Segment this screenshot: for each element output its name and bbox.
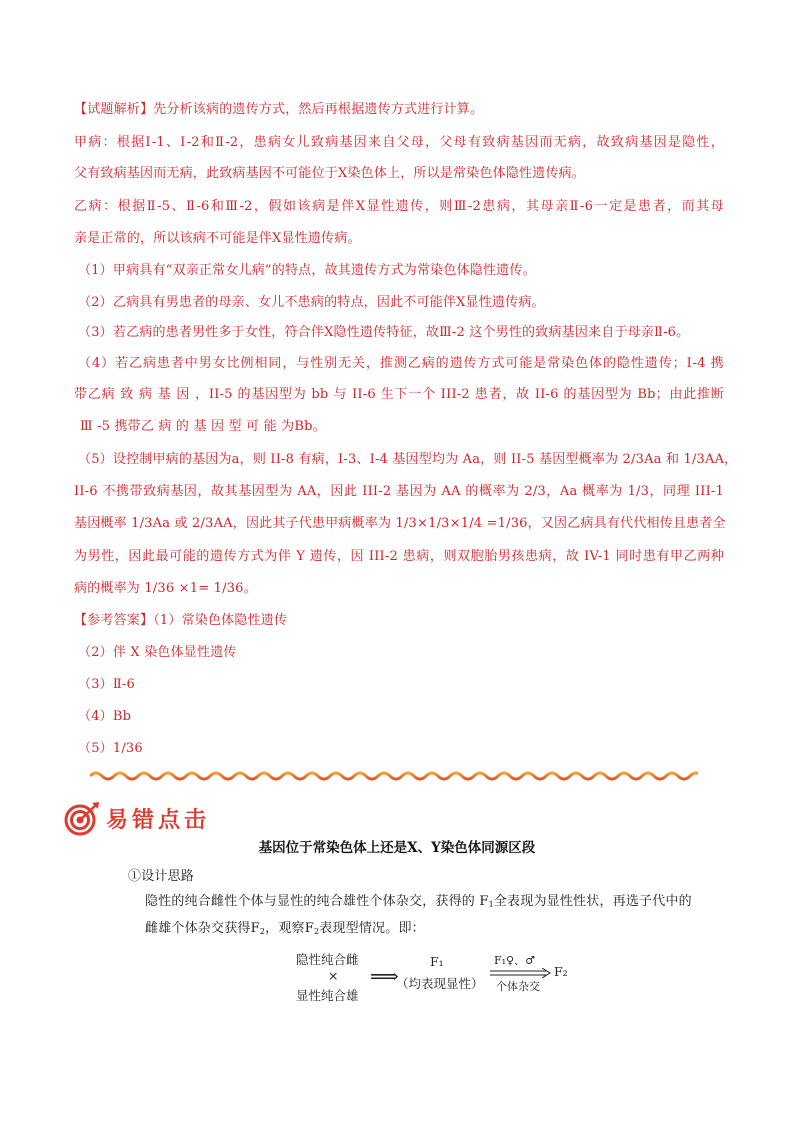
- answer-2: （2）伴 X 染色体显性遗传: [78, 645, 237, 660]
- body-text: 全表现为显性性状，再选子代中的: [493, 894, 692, 909]
- wavy-divider: [90, 769, 698, 783]
- point-2: （2）乙病具有男患者的母亲、女儿不患病的特点，因此不可能伴X显性遗传病。: [78, 295, 545, 310]
- point-3: （3）若乙病的患者男性多于女性，符合伴X隐性遗传特征，故Ⅲ-2 这个男性的致病基因来自于母亲Ⅱ-6。: [78, 325, 690, 340]
- answer-tag: 【参考答案】: [74, 613, 154, 628]
- subscript: 1: [488, 900, 494, 909]
- point-1: （1）甲病具有“双亲正常女儿病”的特点，故其遗传方式为常染色体隐性遗传。: [78, 263, 536, 278]
- body-text: ，观察F: [265, 921, 314, 936]
- body-text: 雌雄个体杂交获得F: [145, 921, 260, 936]
- f2-label: F₂: [554, 964, 568, 979]
- analysis-intro: 先分析该病的遗传方式，然后再根据遗传方式进行计算。: [153, 102, 484, 117]
- point-4-line-2: 带乙病 致 病 基 因 ，II-5 的基因型为 bb 与 II-6 生下一个 III-2 患者，故 II-6 的基因型为 Bb；由此推断: [74, 387, 724, 402]
- arrow-icon: ⟹: [370, 964, 399, 988]
- subscript: 2: [259, 927, 266, 936]
- parent-male: 显性纯合雄: [296, 988, 359, 1003]
- yi-line-2: 亲是正常的，所以该病不可能是伴X显性遗传病。: [74, 231, 361, 246]
- analysis-heading: [74, 101, 483, 119]
- jia-line-1: 甲病：根据Ⅰ-1、Ⅰ-2和Ⅱ-2，患病女儿致病基因来自父母，父母有致病基因而无病，故致病基因是隐性，: [74, 135, 724, 150]
- answer-3: （3）Ⅱ-6: [78, 677, 135, 692]
- arrow2-bottom: 个体杂交: [496, 980, 540, 993]
- point-5-line-1: （5）设控制甲病的基因为a，则 II-8 有病，I-3、I-4 基因型均为 Aa，则 II-5 基因型概率为 2/3Aa 和 1/3AA，: [78, 452, 738, 467]
- point-5-line-4: 为男性，因此最可能的遗传方式为伴 Y 遗传，因 III-2 患病，则双胞胎男孩患病，故 IV-1 同时患有甲乙两种: [74, 549, 724, 564]
- section-logo: [64, 798, 210, 838]
- body-line-1: [145, 893, 723, 914]
- body-text: 隐性的纯合雌性个体与显性的纯合雄性个体杂交，获得的 F: [145, 894, 489, 909]
- subscript: 2: [313, 927, 320, 936]
- cross-diagram: [290, 948, 570, 1013]
- double-arrow-icon: [490, 968, 552, 978]
- cross-symbol: ×: [328, 968, 339, 983]
- yi-line-1: 乙病：根据Ⅱ-5、Ⅱ-6和Ⅲ-2，假如该病是伴X显性遗传，则Ⅲ-2患病，其母亲Ⅱ-6一定是患者，而其母: [74, 199, 724, 214]
- point-5-line-2: II-6 不携带致病基因，故其基因型为 AA，因此 III-2 基因为 AA 的概率为 2/3，Aa 概率为 1/3，同理 III-1: [74, 484, 724, 499]
- target-icon: [64, 800, 102, 836]
- parent-female: 隐性纯合雌: [296, 952, 359, 967]
- section-title: 基因位于常染色体上还是X、Y染色体同源区段: [258, 840, 536, 856]
- answer-4: （4）Bb: [78, 709, 132, 724]
- analysis-tag: 【试题解析】: [74, 102, 154, 117]
- arrow2-top: F₁♀、♂: [494, 954, 535, 967]
- f1-label: F₁: [430, 954, 444, 969]
- answer-5: （5）1/36: [78, 741, 143, 756]
- answer-1: （1）常染色体隐性遗传: [153, 613, 288, 628]
- answer-heading: [74, 612, 287, 630]
- point-5-line-5: 病的概率为 1/36 ×1= 1/36。: [74, 581, 257, 596]
- body-text: 表现型情况。即：: [319, 921, 425, 936]
- point-4-line-1: （4）若乙病患者中男女比例相同，与性别无关，推测乙病的遗传方式可能是常染色体的隐性遗传；Ⅰ-4 携: [78, 356, 724, 371]
- point-4-line-3: Ⅲ -5 携带乙 病 的 基 因 型 可 能 为Bb。: [80, 419, 326, 434]
- step-label: ①设计思路: [128, 869, 195, 884]
- f1-note: （均表现显性）: [396, 976, 484, 991]
- logo-text: 易错点击: [106, 807, 211, 833]
- point-5-line-3: 基因概率 1/3Aa 或 2/3AA，因此其子代患甲病概率为 1/3×1/3×1/4 =1/36，又因乙病具有代代相传且患者全: [74, 516, 726, 531]
- jia-line-2: 父有致病基因而无病，此致病基因不可能位于X染色体上，所以是常染色体隐性遗传病。: [74, 166, 586, 181]
- body-line-2: [145, 920, 425, 941]
